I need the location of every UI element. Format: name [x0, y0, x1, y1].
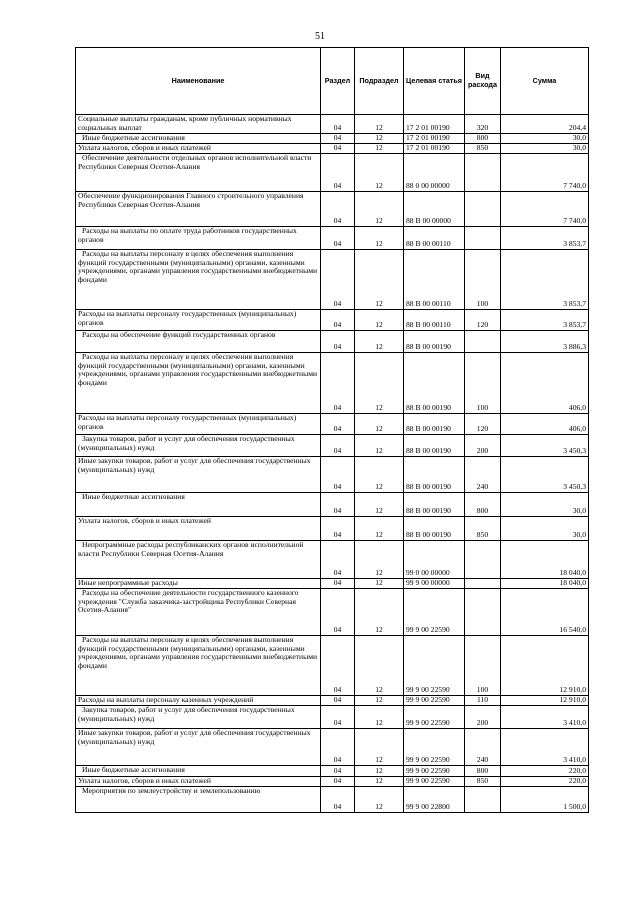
row-target: 88 В 00 00190 [404, 457, 465, 493]
table-row [76, 115, 589, 134]
row-section: 04 [321, 777, 355, 787]
row-type [465, 192, 501, 227]
row-type [465, 541, 501, 579]
table-row [76, 579, 589, 589]
row-amount: 30,0 [501, 493, 589, 517]
row-subsection: 12 [355, 192, 404, 227]
row-amount: 3 410,0 [501, 729, 589, 766]
row-name: Мероприятия по землеустройству и землепользованию [76, 787, 321, 813]
row-subsection: 12 [355, 493, 404, 517]
row-name: Уплата налогов, сборов и иных платежей [76, 144, 321, 154]
row-name: Закупка товаров, работ и услуг для обеспечения государственных (муниципальных) нужд [76, 435, 321, 457]
row-section: 04 [321, 154, 355, 192]
row-target: 88 В 00 00000 [404, 192, 465, 227]
row-name: Социальные выплаты гражданам, кроме публичных нормативных социальных выплат [76, 115, 321, 134]
table-row [76, 729, 589, 766]
table-row [76, 331, 589, 353]
row-target: 99 0 00 00000 [404, 541, 465, 579]
header-expense-type: Вид расхода [465, 48, 501, 115]
row-section: 04 [321, 310, 355, 331]
row-section: 04 [321, 636, 355, 696]
row-type [465, 331, 501, 353]
row-section: 04 [321, 729, 355, 766]
row-target: 99 9 00 22590 [404, 777, 465, 787]
row-subsection: 12 [355, 353, 404, 414]
row-section: 04 [321, 144, 355, 154]
table-row [76, 414, 589, 435]
row-subsection: 12 [355, 696, 404, 706]
row-subsection: 12 [355, 435, 404, 457]
row-section: 04 [321, 435, 355, 457]
row-subsection: 12 [355, 457, 404, 493]
row-subsection: 12 [355, 134, 404, 144]
header-section: Раздел [321, 48, 355, 115]
table-row [76, 787, 589, 813]
table-row [76, 517, 589, 541]
row-subsection: 12 [355, 636, 404, 696]
table-row [76, 541, 589, 579]
row-section: 04 [321, 541, 355, 579]
row-type: 200 [465, 706, 501, 729]
row-name: Расходы на выплаты по оплате труда работников государственных органов [76, 227, 321, 250]
row-target: 88 0 00 00000 [404, 154, 465, 192]
row-amount: 3 853,7 [501, 310, 589, 331]
table-row [76, 227, 589, 250]
row-type: 850 [465, 777, 501, 787]
header-subsection: Подраздел [355, 48, 404, 115]
header-target-item: Целевая статья [404, 48, 465, 115]
row-target: 88 В 00 00110 [404, 250, 465, 310]
row-section: 04 [321, 787, 355, 813]
row-section: 04 [321, 457, 355, 493]
row-target: 99 9 00 22590 [404, 766, 465, 777]
row-amount: 3 853,7 [501, 250, 589, 310]
row-subsection: 12 [355, 154, 404, 192]
row-amount: 16 540,0 [501, 589, 589, 636]
row-type: 100 [465, 353, 501, 414]
row-section: 04 [321, 579, 355, 589]
row-amount: 18 040,0 [501, 541, 589, 579]
row-section: 04 [321, 414, 355, 435]
row-section: 04 [321, 250, 355, 310]
row-section: 04 [321, 192, 355, 227]
table-row [76, 310, 589, 331]
row-target: 99 9 00 22590 [404, 729, 465, 766]
row-section: 04 [321, 115, 355, 134]
row-target: 88 В 00 00190 [404, 435, 465, 457]
row-type [465, 227, 501, 250]
table-row [76, 435, 589, 457]
page-number: 51 [315, 31, 325, 42]
row-type: 800 [465, 766, 501, 777]
row-type: 240 [465, 457, 501, 493]
row-target: 88 В 00 00110 [404, 227, 465, 250]
table-header-row [76, 48, 589, 115]
row-name: Расходы на выплаты персоналу в целях обеспечения выполнения функций государственными (муниципальными) органами, казенными учреждениями, органами управления государственными внебюджетными фондами [76, 636, 321, 696]
row-name: Расходы на выплаты персоналу государственных (муниципальных) органов [76, 414, 321, 435]
row-type: 110 [465, 696, 501, 706]
row-name: Расходы на выплаты персоналу в целях обеспечения выполнения функций государственными (муниципальными) органами, казенными учреждениями, органами управления государственными внебюджетными фондами [76, 353, 321, 414]
row-amount: 3 886,3 [501, 331, 589, 353]
row-section: 04 [321, 696, 355, 706]
row-amount: 1 500,0 [501, 787, 589, 813]
row-amount: 30,0 [501, 134, 589, 144]
table-row [76, 154, 589, 192]
row-target: 99 9 00 22590 [404, 696, 465, 706]
row-target: 99 9 00 22800 [404, 787, 465, 813]
row-subsection: 12 [355, 144, 404, 154]
row-type: 800 [465, 493, 501, 517]
row-amount: 7 740,0 [501, 154, 589, 192]
row-type [465, 154, 501, 192]
row-type: 240 [465, 729, 501, 766]
row-subsection: 12 [355, 331, 404, 353]
row-target: 99 9 00 22590 [404, 706, 465, 729]
row-subsection: 12 [355, 589, 404, 636]
row-subsection: 12 [355, 115, 404, 134]
row-name: Обеспечение функционирования Главного строительного управления Республики Северная Осетия-Алания [76, 192, 321, 227]
row-type: 100 [465, 636, 501, 696]
row-subsection: 12 [355, 766, 404, 777]
row-amount: 3 450,3 [501, 435, 589, 457]
row-amount: 3 410,0 [501, 706, 589, 729]
row-name: Расходы на выплаты персоналу казенных учреждений [76, 696, 321, 706]
row-target: 88 В 00 00110 [404, 310, 465, 331]
row-amount: 204,4 [501, 115, 589, 134]
row-type: 100 [465, 250, 501, 310]
header-name: Наименование [76, 48, 321, 115]
row-section: 04 [321, 517, 355, 541]
row-target: 99 9 00 00000 [404, 579, 465, 589]
row-section: 04 [321, 353, 355, 414]
row-subsection: 12 [355, 579, 404, 589]
row-subsection: 12 [355, 777, 404, 787]
row-type: 850 [465, 144, 501, 154]
row-name: Уплата налогов, сборов и иных платежей [76, 777, 321, 787]
table-row [76, 777, 589, 787]
row-amount: 3 450,3 [501, 457, 589, 493]
table-row [76, 636, 589, 696]
row-name: Расходы на обеспечение деятельности государственного казенного учреждения "Служба заказчика-застройщика Республики Северная Осетия-Алания" [76, 589, 321, 636]
row-target: 88 В 00 00190 [404, 493, 465, 517]
row-subsection: 12 [355, 310, 404, 331]
table-row [76, 696, 589, 706]
row-amount: 18 040,0 [501, 579, 589, 589]
row-type: 120 [465, 310, 501, 331]
row-type: 800 [465, 134, 501, 144]
row-amount: 30,0 [501, 144, 589, 154]
row-subsection: 12 [355, 729, 404, 766]
row-amount: 3 853,7 [501, 227, 589, 250]
row-section: 04 [321, 134, 355, 144]
row-name: Иные бюджетные ассигнования [76, 493, 321, 517]
row-name: Закупка товаров, работ и услуг для обеспечения государственных (муниципальных) нужд [76, 706, 321, 729]
row-subsection: 12 [355, 541, 404, 579]
row-subsection: 12 [355, 787, 404, 813]
row-name: Расходы на обеспечение функций государственных органов [76, 331, 321, 353]
row-target: 88 В 00 00190 [404, 353, 465, 414]
table-row [76, 706, 589, 729]
row-subsection: 12 [355, 414, 404, 435]
table-row [76, 192, 589, 227]
row-type [465, 579, 501, 589]
row-name: Иные закупки товаров, работ и услуг для обеспечения государственных (муниципальных) нужд [76, 729, 321, 766]
row-type: 200 [465, 435, 501, 457]
row-target: 17 2 01 00190 [404, 115, 465, 134]
row-subsection: 12 [355, 250, 404, 310]
row-amount: 220,0 [501, 766, 589, 777]
row-section: 04 [321, 589, 355, 636]
row-target: 99 9 00 22590 [404, 636, 465, 696]
table-row [76, 353, 589, 414]
row-name: Иные бюджетные ассигнования [76, 134, 321, 144]
row-target: 99 9 00 22590 [404, 589, 465, 636]
row-target: 17 2 01 00190 [404, 134, 465, 144]
row-target: 88 В 00 00190 [404, 331, 465, 353]
header-amount: Сумма [501, 48, 589, 115]
row-subsection: 12 [355, 706, 404, 729]
row-type: 120 [465, 414, 501, 435]
row-name: Непрограммные расходы республиканских органов исполнительной власти Республики Северная Осетия-Алания [76, 541, 321, 579]
row-name: Обеспечение деятельности отдельных органов исполнительной власти Республики Северная Осетия-Алания [76, 154, 321, 192]
row-amount: 406,0 [501, 414, 589, 435]
table-row [76, 493, 589, 517]
row-name: Расходы на выплаты персоналу государственных (муниципальных) органов [76, 310, 321, 331]
row-amount: 12 910,0 [501, 696, 589, 706]
row-amount: 220,0 [501, 777, 589, 787]
row-target: 17 2 01 00190 [404, 144, 465, 154]
row-amount: 406,0 [501, 353, 589, 414]
row-subsection: 12 [355, 517, 404, 541]
row-amount: 30,0 [501, 517, 589, 541]
row-amount: 7 740,0 [501, 192, 589, 227]
table-row [76, 766, 589, 777]
table-row [76, 144, 589, 154]
row-section: 04 [321, 227, 355, 250]
row-section: 04 [321, 331, 355, 353]
row-name: Расходы на выплаты персоналу в целях обеспечения выполнения функций государственными (муниципальными) органами, казенными учреждениями, органами управления государственными внебюджетными фондами [76, 250, 321, 310]
table-row [76, 457, 589, 493]
row-type: 320 [465, 115, 501, 134]
row-target: 88 В 00 00190 [404, 517, 465, 541]
row-name: Иные бюджетные ассигнования [76, 766, 321, 777]
table-row [76, 134, 589, 144]
row-type [465, 589, 501, 636]
row-section: 04 [321, 493, 355, 517]
table-row [76, 589, 589, 636]
budget-table [75, 47, 589, 813]
row-name: Иные закупки товаров, работ и услуг для обеспечения государственных (муниципальных) нужд [76, 457, 321, 493]
row-subsection: 12 [355, 227, 404, 250]
row-type: 850 [465, 517, 501, 541]
row-amount: 12 910,0 [501, 636, 589, 696]
row-section: 04 [321, 766, 355, 777]
row-name: Уплата налогов, сборов и иных платежей [76, 517, 321, 541]
row-name: Иные непрограммные расходы [76, 579, 321, 589]
row-type [465, 787, 501, 813]
table-row [76, 250, 589, 310]
row-section: 04 [321, 706, 355, 729]
row-target: 88 В 00 00190 [404, 414, 465, 435]
